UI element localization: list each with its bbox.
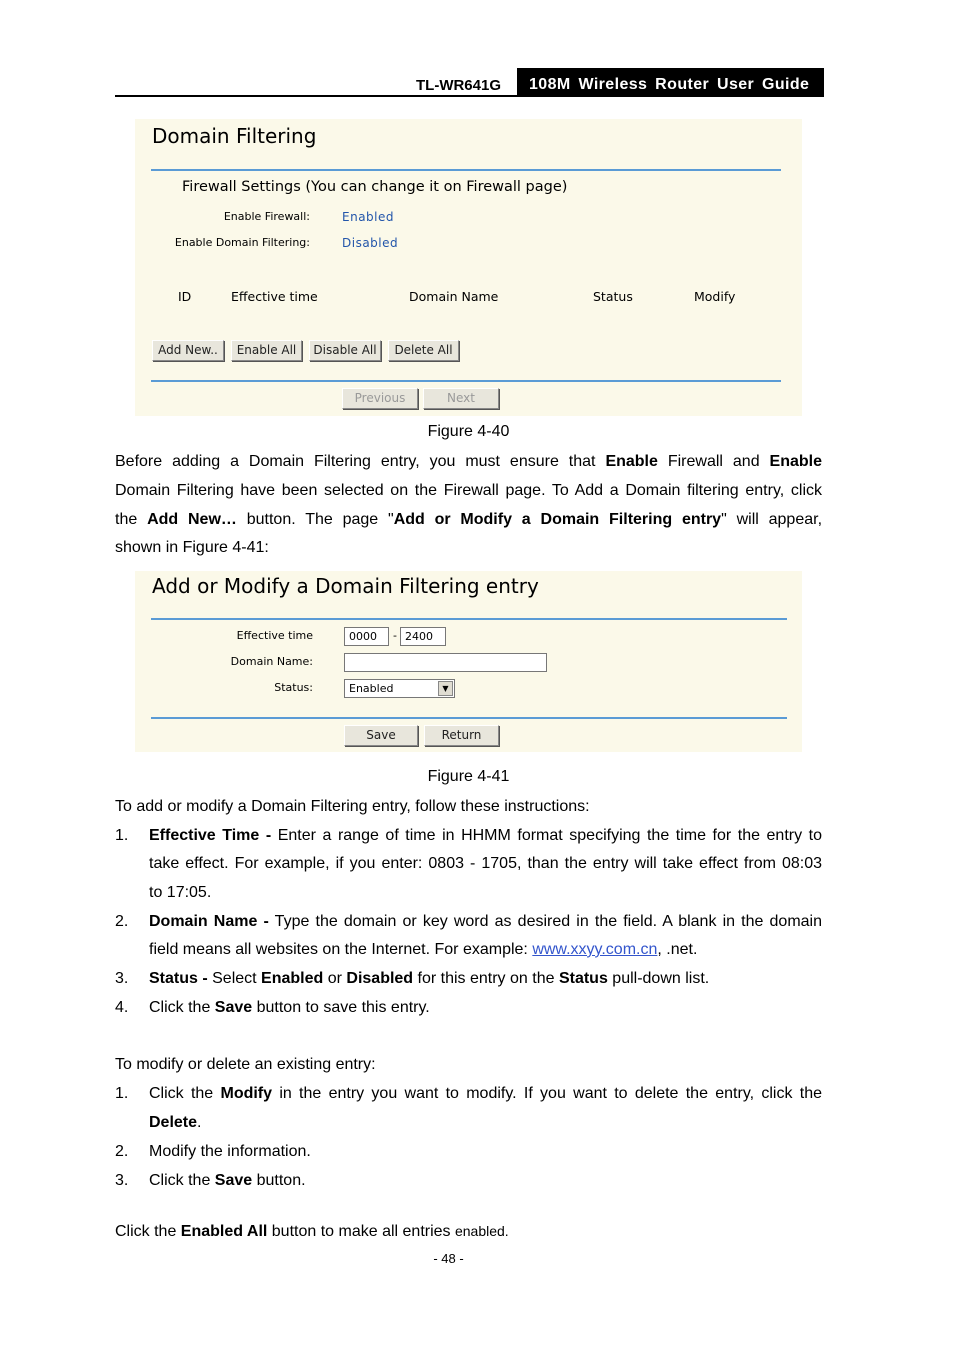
add-modify-title: Add or Modify a Domain Filtering entry <box>152 574 539 598</box>
delete-all-button[interactable]: Delete All <box>388 340 459 361</box>
list-number: 4. <box>115 999 129 1016</box>
domain-name-label: Domain Name: <box>230 655 313 668</box>
column-header-effective-time: Effective time <box>231 289 318 304</box>
enable-firewall-label: Enable Firewall: <box>223 210 310 223</box>
time-dash: - <box>393 629 397 642</box>
list-number: 3. <box>115 970 129 987</box>
paragraph-1-line-1: Before adding a Domain Filtering entry, you must ensure that Enable Firewall and Enable <box>115 453 823 470</box>
save-button[interactable]: Save <box>344 725 418 746</box>
domain-filtering-title: Domain Filtering <box>152 124 317 148</box>
modify-step-1-line-2: Delete. <box>149 1114 202 1131</box>
list-number: 1. <box>115 827 129 844</box>
next-button[interactable]: Next <box>423 388 499 409</box>
effective-time-label: Effective time <box>236 629 313 642</box>
paragraph-1-line-4: shown in Figure 4-41: <box>115 539 269 556</box>
disable-all-button[interactable]: Disable All <box>309 340 381 361</box>
header-model: TL-WR641G <box>416 77 502 94</box>
instructions-intro: To add or modify a Domain Filtering entry, follow these instructions: <box>115 798 590 815</box>
title-rule <box>151 169 781 171</box>
modify-step-2: Modify the information. <box>149 1143 311 1160</box>
chevron-down-icon[interactable]: ▼ <box>438 681 453 696</box>
add-new-button[interactable]: Add New.. <box>152 340 224 361</box>
instruction-2-line-2: field means all websites on the Internet. For example: www.xxyy.com.cn, .net. <box>149 941 698 958</box>
title-rule <box>151 618 787 620</box>
instruction-1-line-2: take effect. For example, if you enter: 0803 - 1705, than the entry will take effect from 08:03 <box>149 855 822 872</box>
status-select[interactable] <box>344 679 455 698</box>
column-header-id: ID <box>178 289 192 304</box>
previous-button[interactable]: Previous <box>342 388 418 409</box>
figure-40-screenshot <box>135 119 802 416</box>
end-time-input[interactable]: 2400 <box>400 627 446 646</box>
start-time-input[interactable]: 0000 <box>344 627 389 646</box>
enable-domain-filtering-value: Disabled <box>342 236 399 250</box>
instruction-1-line-1: Effective Time - Enter a range of time in HHMM format specifying the time for the entry to <box>149 827 822 844</box>
instruction-4: Click the Save button to save this entry. <box>149 999 430 1016</box>
column-header-domain-name: Domain Name <box>409 289 499 304</box>
modify-step-3: Click the Save button. <box>149 1172 306 1189</box>
modify-intro: To modify or delete an existing entry: <box>115 1056 376 1073</box>
enable-all-button[interactable]: Enable All <box>231 340 302 361</box>
paragraph-1-line-2: Domain Filtering have been selected on the Firewall page. To Add a Domain filtering entry, click <box>115 482 822 499</box>
firewall-settings-heading: Firewall Settings (You can change it on Firewall page) <box>182 179 568 195</box>
example-link[interactable]: www.xxyy.com.cn <box>532 941 658 958</box>
figure-41-caption: Figure 4-41 <box>427 768 510 785</box>
modify-step-1-line-1: Click the Modify in the entry you want to modify. If you want to delete the entry, click the <box>149 1085 823 1102</box>
list-number: 2. <box>115 913 129 930</box>
header-guide-title: 108M Wireless Router User Guide <box>517 68 824 97</box>
figure-41-screenshot <box>135 571 802 752</box>
return-button[interactable]: Return <box>424 725 499 746</box>
bottom-rule <box>151 717 787 719</box>
list-number: 2. <box>115 1143 129 1160</box>
instruction-1-line-3: to 17:05. <box>149 884 212 901</box>
list-number: 1. <box>115 1085 129 1102</box>
column-header-status: Status <box>593 289 633 304</box>
closing-line: Click the Enabled All button to make all entries enabled. <box>115 1223 509 1240</box>
status-select-value: Enabled <box>349 682 394 695</box>
column-header-modify: Modify <box>694 289 736 304</box>
page-number: - 48 - <box>433 1251 464 1266</box>
instruction-3: Status - Select Enabled or Disabled for this entry on the Status pull-down list. <box>149 970 710 987</box>
domain-name-input[interactable] <box>344 653 547 672</box>
status-label: Status: <box>274 681 313 694</box>
header-rule <box>115 95 824 97</box>
paragraph-1-line-3: the Add New… button. The page "Add or Modify a Domain Filtering entry" will appear, <box>115 511 823 528</box>
enable-domain-filtering-label: Enable Domain Filtering: <box>174 236 310 249</box>
figure-40-caption: Figure 4-40 <box>427 423 510 440</box>
bottom-rule <box>151 380 781 382</box>
enable-firewall-value: Enabled <box>342 210 394 224</box>
list-number: 3. <box>115 1172 129 1189</box>
instruction-2-line-1: Domain Name - Type the domain or key word as desired in the field. A blank in the domain <box>149 913 823 930</box>
